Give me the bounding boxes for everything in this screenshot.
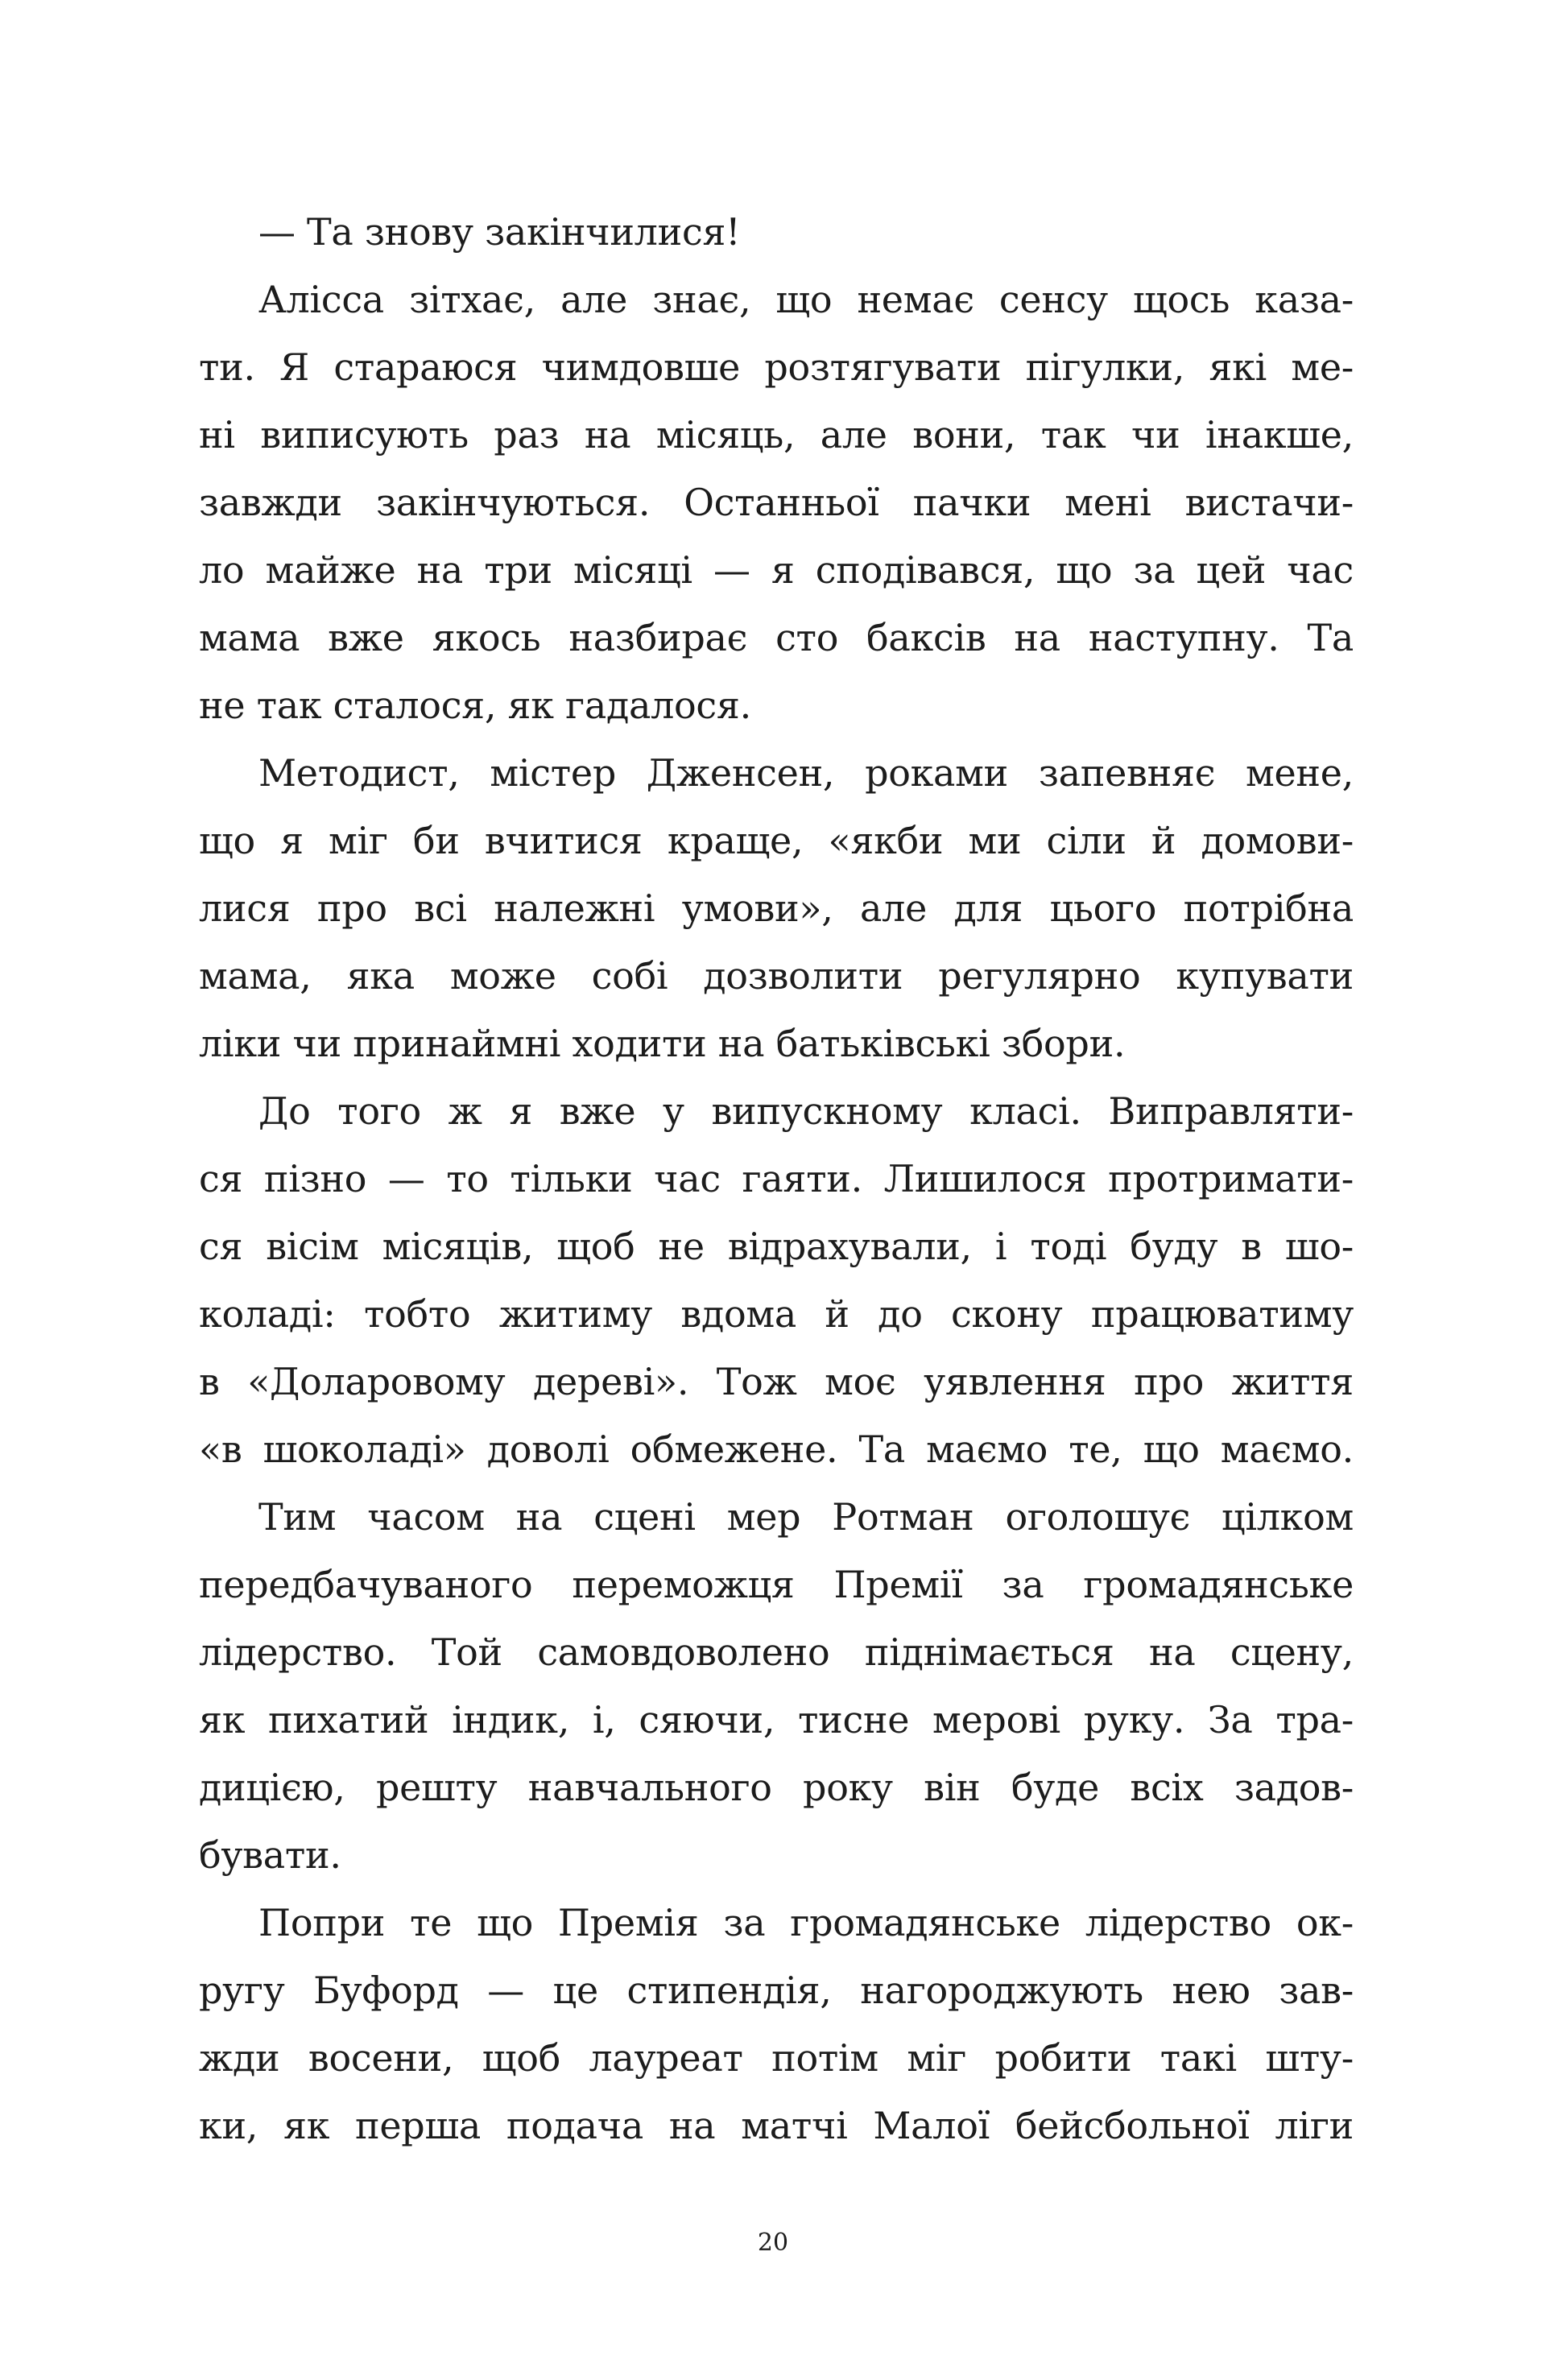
paragraph-line: що я міг би вчитися краще, «якби ми сіли й домови- [199,819,1354,862]
paragraph-line: ні виписують раз на місяць, але вони, так чи інакше, [199,413,1354,457]
paragraph-line: жди восени, щоб лауреат потім міг робити такі шту- [199,2036,1354,2080]
paragraph-line: бувати. [199,1833,341,1877]
paragraph-line: ти. Я стараюся чимдовше розтягувати пігулки, які ме- [199,345,1354,389]
paragraph-line: Тим часом на сцені мер Ротман оголошує цілком [258,1495,1354,1539]
paragraph-line: як пихатий індик, і, сяючи, тисне мерові руку. За тра- [199,1698,1354,1742]
body-text [199,198,1354,2159]
paragraph-line: не так сталося, як гадалося. [199,684,751,727]
paragraph-line: мама, яка може собі дозволити регулярно купувати [199,954,1354,998]
paragraph-line: мама вже якось назбирає сто баксів на наступну. Та [199,616,1354,659]
paragraph-line: ругу Буфорд — це стипендія, нагороджують нею зав- [199,1969,1354,2012]
paragraph-line: ся вісім місяців, щоб не відрахували, і тоді буду в шо- [199,1225,1354,1268]
paragraph-line: — Та знову закінчилися! [258,210,741,254]
paragraph-line: Алісса зітхає, але знає, що немає сенсу щось каза- [258,278,1354,321]
paragraph-line: ло майже на три місяці — я сподівався, що за цей час [199,548,1354,592]
paragraph-line: передбачуваного переможця Премії за громадянське [199,1563,1354,1606]
paragraph-line: Методист, містер Дженсен, роками запевняє мене, [258,751,1354,795]
paragraph-line: До того ж я вже у випускному класі. Виправляти- [258,1089,1354,1133]
paragraph-line: ся пізно — то тільки час гаяти. Лишилося протримати- [199,1157,1354,1200]
paragraph-line: в «Доларовому дереві». Тож моє уявлення про життя [199,1360,1354,1403]
paragraph-line: лися про всі належні умови», але для цього потрібна [199,886,1354,930]
paragraph-line: «в шоколаді» доволі обмежене. Та маємо те, що маємо. [199,1428,1354,1471]
paragraph-line: завжди закінчуються. Останньої пачки мені вистачи- [199,481,1354,524]
page-number: 20 [757,2229,789,2257]
paragraph-line: лідерство. Той самовдоволено піднімається на сцену, [199,1630,1354,1674]
paragraph-line: Попри те що Премія за громадянське лідерство ок- [258,1901,1354,1944]
paragraph-line: коладі: тобто житиму вдома й до скону працюватиму [199,1292,1354,1336]
paragraph-line: ліки чи принаймні ходити на батьківські збори. [199,1022,1126,1065]
paragraph-line: ки, як перша подача на матчі Малої бейсбольної ліги [199,2104,1354,2147]
paragraph-line: дицією, решту навчального року він буде всіх задов- [199,1766,1354,1809]
